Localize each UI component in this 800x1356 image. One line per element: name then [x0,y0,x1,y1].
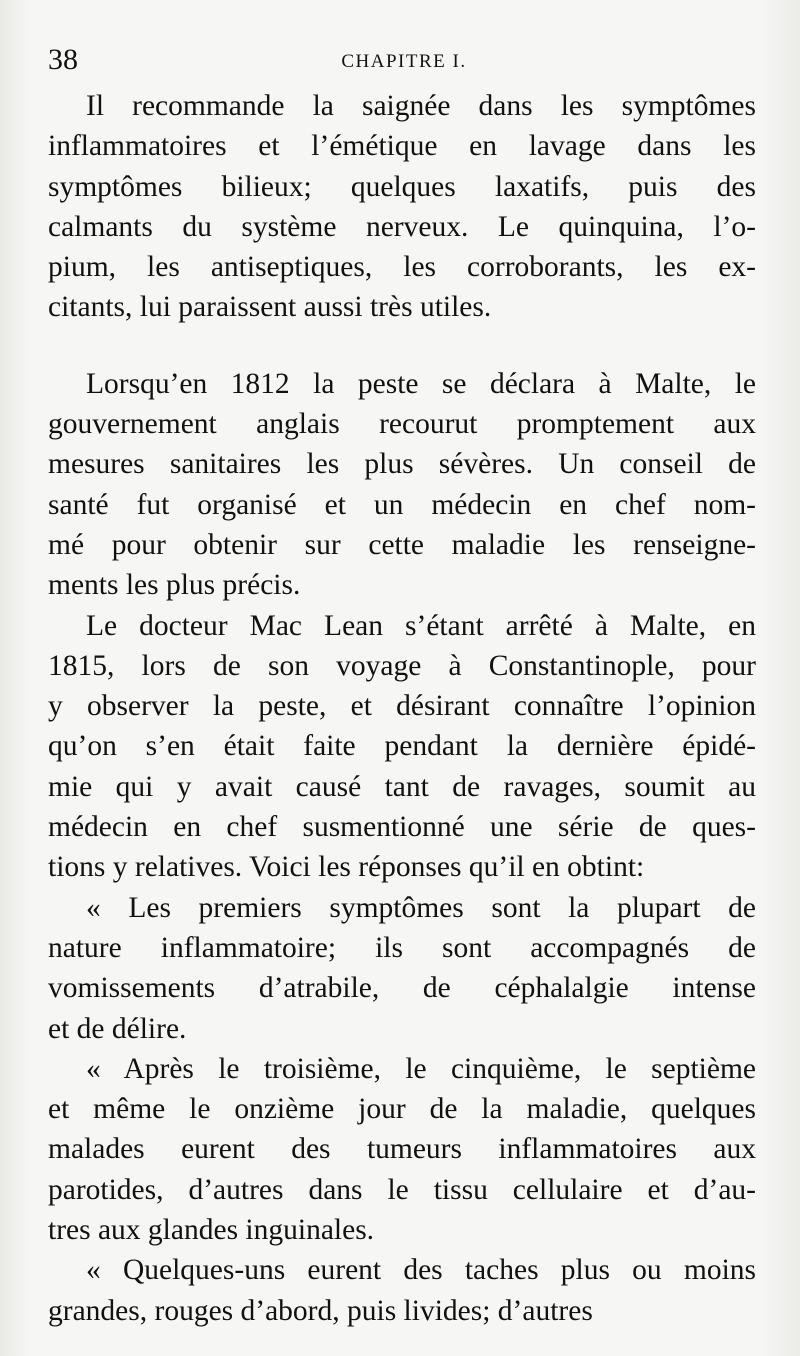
text-line: 1815, lors de son voyage à Constantinople, pour [48,649,756,682]
text-line: mie qui y avait causé tant de ravages, soumit au [48,770,756,803]
page-header [48,40,760,80]
page-number: 38 [48,43,78,76]
text-line: médecin en chef susmentionné une série de ques- [48,811,756,844]
body-text [48,86,756,1331]
paragraph [48,86,756,328]
text-line: qu’on s’en était faite pendant la dernière épidé- [48,730,756,763]
text-line: grandes, rouges d’abord, puis livides; d’autres [48,1294,593,1327]
paragraph [48,888,756,1049]
text-line: « Après le troisième, le cinquième, le septième [86,1052,756,1085]
text-line: nature inflammatoire; ils sont accompagnés de [48,931,756,964]
text-line: inflammatoires et l’émétique en lavage dans les [48,130,756,163]
text-line: malades eurent des tumeurs inflammatoires aux [48,1133,756,1166]
text-line: et de délire. [48,1012,187,1045]
text-line: calmants du système nerveux. Le quinquina, l’o- [48,210,756,243]
text-line: mé pour obtenir sur cette maladie les renseigne- [48,528,756,561]
text-line: vomissements d’atrabile, de céphalalgie intense [48,972,756,1005]
text-line: symptômes bilieux; quelques laxatifs, puis des [48,170,756,203]
text-line: tions y relatives. Voici les réponses qu’il en obtint: [48,851,645,884]
text-line: Lorsqu’en 1812 la peste se déclara à Malte, le [86,367,756,400]
text-line: Il recommande la saignée dans les symptômes [86,90,756,122]
text-line: mesures sanitaires les plus sévères. Un conseil de [48,448,756,481]
paragraph [48,606,756,888]
running-head: CHAPITRE I. [341,51,467,72]
paragraph-gap [48,328,756,364]
text-line: et même le onzième jour de la maladie, quelques [48,1093,756,1126]
text-line: parotides, d’autres dans le tissu cellulaire et d’au- [48,1173,756,1206]
text-line: citants, lui paraissent aussi très utiles. [48,291,492,324]
text-line: « Quelques-uns eurent des taches plus ou moins [86,1254,756,1287]
text-line: « Les premiers symptômes sont la plupart de [86,891,756,924]
text-line: y observer la peste, et désirant connaître l’opinion [48,690,756,723]
text-line: tres aux glandes inguinales. [48,1214,375,1247]
text-line: pium, les antiseptiques, les corroborants, les ex- [48,251,756,284]
paragraph [48,1250,756,1331]
paragraph [48,364,756,606]
text-line: gouvernement anglais recourut promptement aux [48,408,756,441]
text-line: ments les plus précis. [48,569,301,602]
text-line: Le docteur Mac Lean s’étant arrêté à Malte, en [86,609,756,642]
paragraph [48,1049,756,1250]
text-line: santé fut organisé et un médecin en chef nom- [48,488,756,521]
